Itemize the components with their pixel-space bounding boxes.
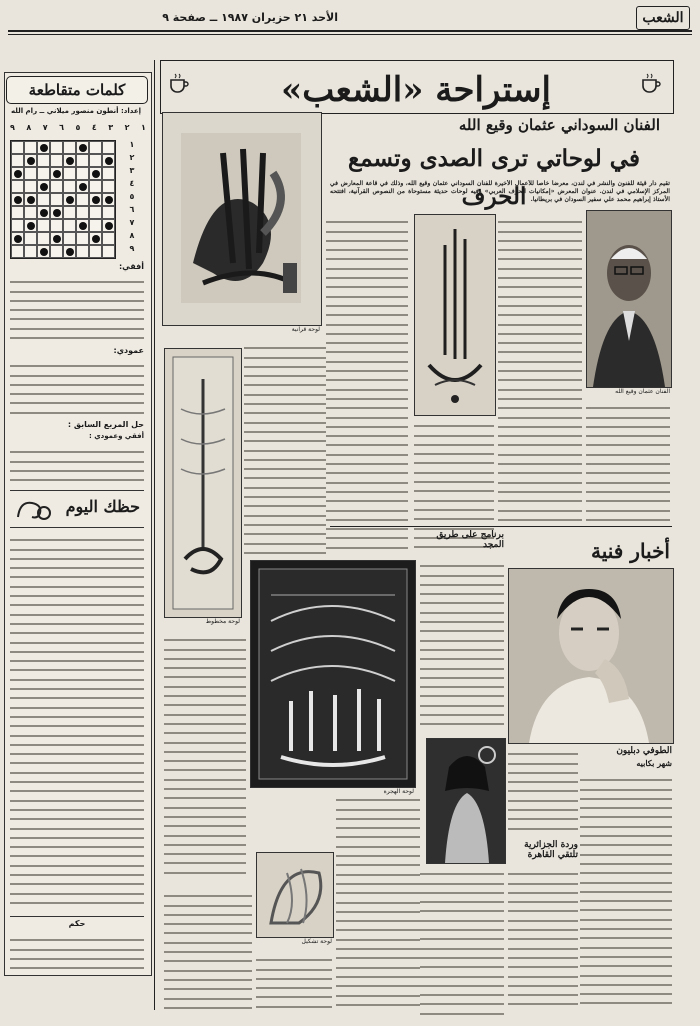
actor-photo [508,568,674,744]
article-intro: تقيم دار قيثة للفنون والنشر في لندن، معرضاً خاصاً للأعمال الأخيرة للفنان السوداني عثمان وقيع الله، وذلك في قاعة المعارض في المركز الإسلامي في لندن. عنوان المعرض «إمكانيات الحرف العربي» وفيه لوحات حديثة مستوحاة من النصوص القرآنية، افتتحه الأستاذ إبراهيم محمد علي سفير السودان في بريطانيا. [330,180,670,203]
caption-painting-1: لوحة قرآنية [291,326,320,333]
caption-painting-2: لوحة مخطوط [205,618,240,625]
calligraphy-art [163,113,321,325]
crossword-solution-heading: حل المربع السابق : [67,420,144,429]
painting-calligraphy-4 [250,560,416,788]
photo-caption-sub: شهر بكابيه [636,758,672,768]
caption-portrait: الفنان عثمان وقيع الله [615,388,670,395]
news-item-2-heading: وردة الجزائرية تلتقي القاهرة [524,840,578,860]
header-rule [8,30,692,32]
col-num: ١ [141,123,146,132]
news-item-2-text [420,866,504,1016]
news-item-1-heading: برنامج على طريق المجد [436,530,504,550]
crossword-column-numbers [10,123,146,137]
section-divider [330,526,672,527]
horoscope-text [10,532,144,912]
article-column-3 [326,214,408,554]
col-num: ٨ [26,123,32,132]
row-num: ٦ [129,205,135,214]
coffee-cup-icon [168,72,190,94]
crossword-down-clues [10,358,144,418]
newspaper-logo: الشعب [636,6,690,30]
row-num: ٥ [129,192,135,201]
row-num: ٤ [129,179,135,188]
news-column-a [508,746,578,836]
article-kicker: الفنان السوداني عثمان وقيع الله [458,116,660,134]
news-section-title: أخبار فنية [590,539,670,563]
portrait-photo [587,211,671,387]
col-num: ٤ [91,123,97,132]
crossword-author: إعداد: أنطون منصور ميلاني ــ رام الله [10,107,142,115]
crossword-row-numbers [120,140,144,257]
zodiac-ram-icon [14,495,54,523]
article-column-1 [586,400,670,524]
crossword-solution-label: أفقي وعمودي : [89,432,144,440]
news-column-b [580,772,672,1012]
section-title: إستراحة «الشعب» [281,70,551,110]
news-column-c [508,866,578,1012]
row-num: ١ [129,140,135,149]
article-column-7 [164,888,252,1014]
crossword-title: كلمات متقاطعة [6,76,148,104]
col-num: ٦ [59,123,65,132]
col-num: ٧ [42,123,48,132]
calligraphy-art [251,561,415,787]
article-column-4 [244,340,326,554]
caption-painting-3: لوحة الهجرة [383,788,414,795]
issue-date: الأحد ٢١ حزيران ١٩٨٧ ــ صفحة ٩ [162,11,338,24]
row-num: ٢ [129,153,135,162]
coffee-cup-icon [640,72,662,94]
painting-calligraphy-5 [256,852,334,938]
col-num: ٩ [10,123,15,132]
row-num: ٩ [129,244,135,253]
calligraphy-art [415,215,495,415]
artist-portrait [586,210,672,388]
crossword-across-clues [10,274,144,344]
wisdom-title: حكم [10,916,144,928]
calligraphy-art [165,349,241,617]
crossword-grid [10,140,116,259]
photo-caption-title: الطوفي دبليون [616,746,672,756]
article-column-6 [164,632,246,882]
col-num: ٥ [75,123,81,132]
wisdom-text [10,932,144,970]
horoscope-title: حظك اليوم [65,497,140,516]
row-num: ٣ [129,166,135,175]
news-item-1-text [420,558,504,734]
singer-photo [426,738,506,864]
article-column-5 [336,792,420,1012]
painting-calligraphy-2 [164,348,242,618]
article-column-2 [498,214,582,524]
crossword-down-heading: عمودي: [113,346,144,355]
row-num: ٧ [129,218,135,227]
header-rule-thin [8,34,692,35]
crossword-across-heading: أفقي: [118,262,144,271]
painting-calligraphy-1 [162,112,322,326]
actor-image [509,569,673,743]
col-num: ٣ [108,123,114,132]
article-column-8 [256,952,332,1014]
singer-image [427,739,505,863]
horoscope-banner [10,490,144,528]
column-divider [154,60,155,1010]
painting-calligraphy-3 [414,214,496,416]
calligraphy-art [257,853,333,937]
article-headline: في لوحاتي ترى الصدى وتسمع الحرف [348,145,640,210]
crossword-solution-text [10,444,144,484]
row-num: ٨ [129,231,135,240]
col-num: ٢ [124,123,130,132]
caption-painting-4: لوحة تشكيل [301,938,332,945]
